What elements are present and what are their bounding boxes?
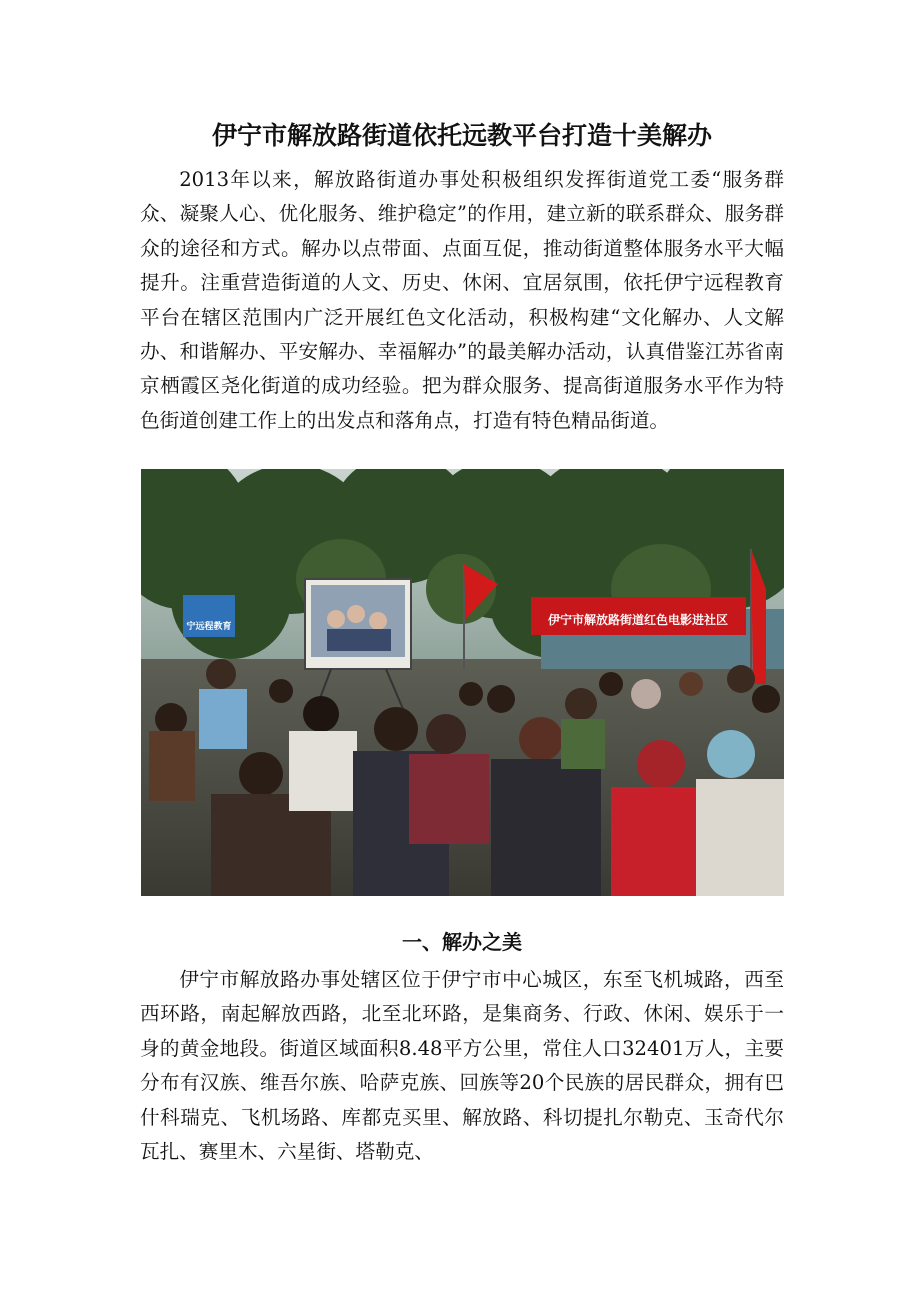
intro-paragraph: 2013年以来，解放路街道办事处积极组织发挥街道党工委“服务群众、凝聚人心、优化服务、维护稳定”的作用，建立新的联系群众、服务群众的途径和方式。解办以点带面、点面互促，推动街道整体服务水平大幅提升。注重营造街道的人文、历史、休闲、宜居氛围，依托伊宁远程教育平台在辖区范围内广泛开展红色文化活动，积极构建“文化解办、人文解办、和谐解办、平安解办、幸福解办”的最美解办活动，认真借鉴江苏省南京栖霞区尧化街道的成功经验。把为群众服务、提高街道服务水平作为特色街道创建工作上的出发点和落角点，打造有特色精品街道。 — [140, 168, 784, 432]
red-banner-text: 伊宁市解放路街道红色电影进社区 — [547, 613, 729, 627]
section-paragraph: 伊宁市解放路办事处辖区位于伊宁市中心城区，东至飞机城路，西至西环路，南起解放西路，北至北环路，是集商务、行政、休闲、娱乐于一身的黄金地段。街道区域面积8.48平方公里，常住人口32401万人，主要分布有汉族、维吾尔族、哈萨克族、回族等20个民族的居民群众，拥有巴什科瑞克、飞机场路、库都克买里、解放路、科切提扎尔勒克、玉奇代尔瓦扎、赛里木、六星街、塔勒克、 — [140, 968, 784, 1164]
section-heading: 一、解办之美 — [402, 930, 522, 954]
outdoor-movie-photo — [141, 469, 784, 896]
blue-sign — [183, 595, 235, 637]
red-banner — [531, 597, 746, 635]
document-title: 伊宁市解放路街道依托远教平台打造十美解办 — [211, 121, 712, 150]
photo-illustration — [141, 469, 784, 896]
blue-sign-text: 宁远程教育 — [186, 622, 232, 632]
